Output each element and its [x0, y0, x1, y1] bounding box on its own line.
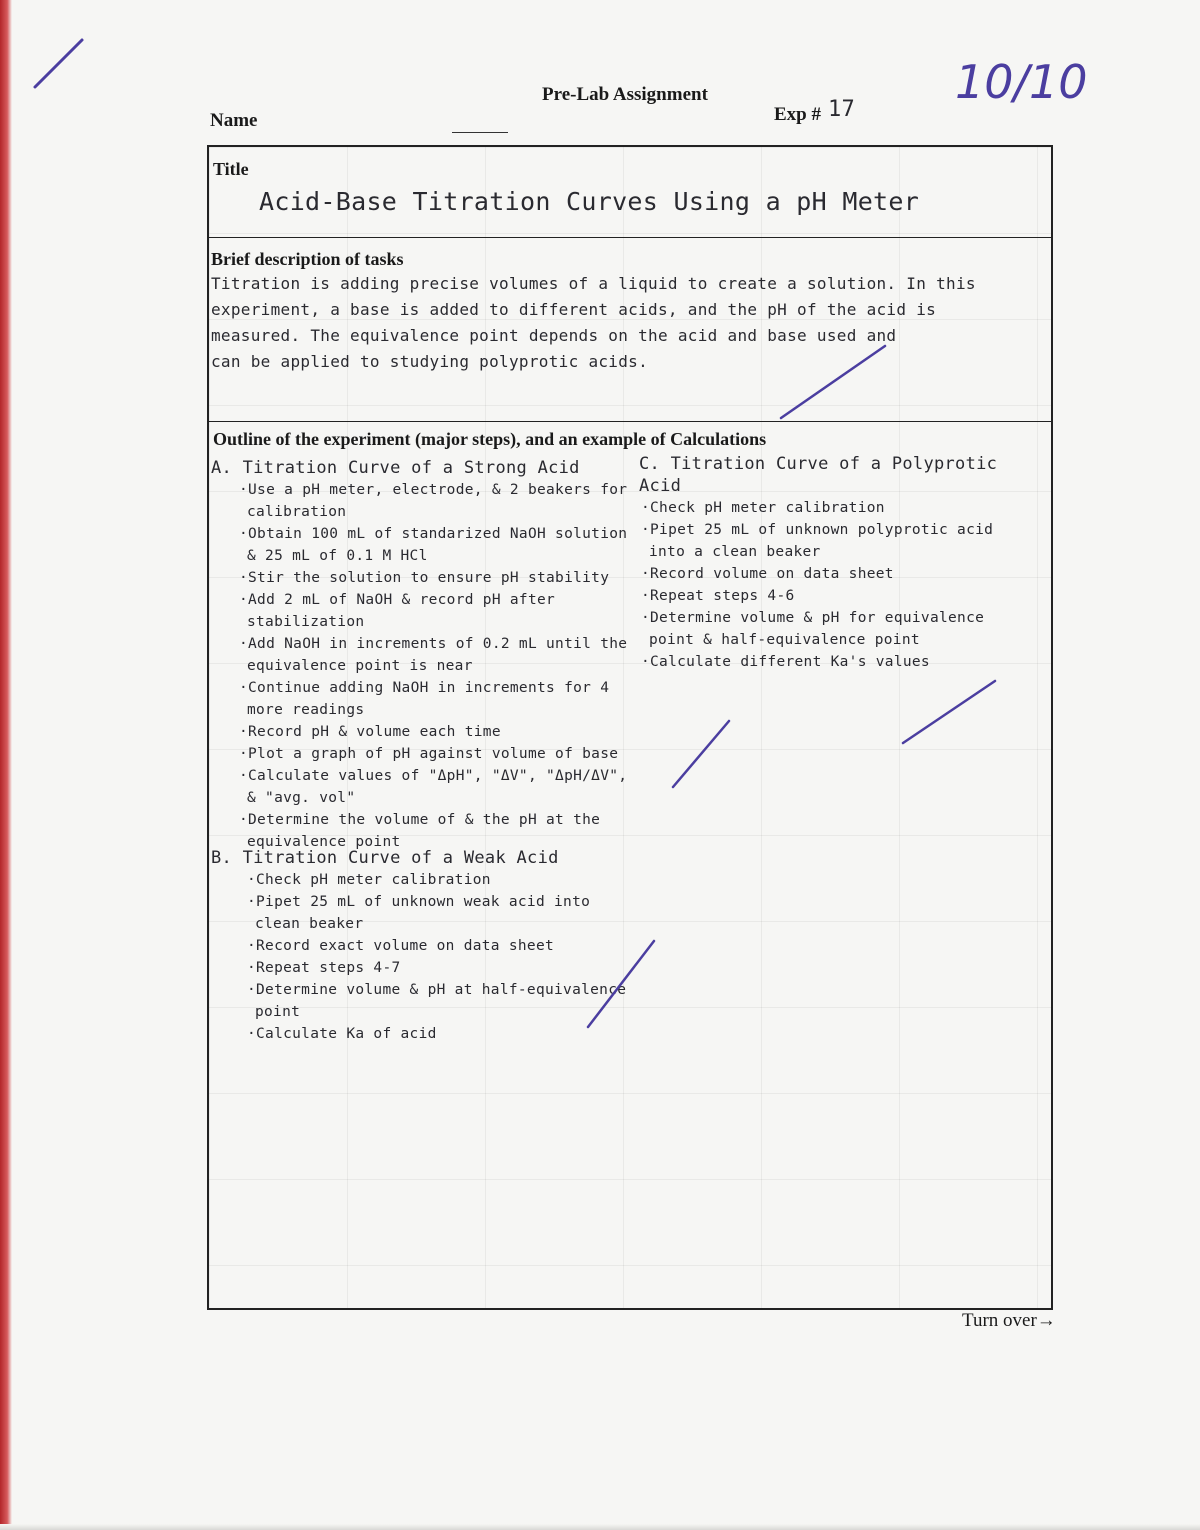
part-b: [211, 847, 631, 1045]
part-c-heading: C. Titration Curve of a Polyprotic Acid: [639, 454, 998, 496]
description-label: Brief description of tasks: [211, 249, 404, 269]
page-edge: [0, 0, 12, 1530]
turn-over-note: Turn over→: [962, 1310, 1056, 1331]
section-divider: [209, 421, 1051, 422]
part-c-step: ·Pipet 25 mL of unknown polyprotic acid into a clean beaker: [641, 522, 994, 560]
section-divider: [209, 237, 1051, 238]
part-a-heading: A. Titration Curve of a Strong Acid: [211, 458, 580, 478]
part-a-step: ·Continue adding NaOH in increments for 4 more readings: [239, 680, 610, 718]
name-label: Name: [210, 110, 258, 131]
description-check-mark: [779, 342, 889, 422]
name-blank-line: [452, 132, 508, 133]
part-a: [211, 457, 631, 853]
title-value: Acid-Base Titration Curves Using a pH Meter: [259, 187, 920, 216]
part-a-step: ·Determine the volume of & the pH at the equivalence point: [239, 812, 601, 850]
assignment-title: Pre-Lab Assignment: [542, 84, 708, 105]
part-b-step: ·Pipet 25 mL of unknown weak acid into clean beaker: [247, 894, 591, 932]
part-a-step: ·Add 2 mL of NaOH & record pH after stabilization: [239, 592, 556, 630]
part-a-step: ·Plot a graph of pH against volume of base: [239, 746, 619, 762]
exp-number: 17: [828, 97, 856, 122]
description-line: can be applied to studying polyprotic acids.: [211, 352, 649, 371]
exp-label: Exp #: [774, 104, 821, 125]
part-b-step: ·Calculate Ka of acid: [247, 1026, 437, 1042]
part-a-step: ·Record pH & volume each time: [239, 724, 501, 740]
part-b-step: ·Check pH meter calibration: [247, 872, 491, 888]
part-a-step: ·Stir the solution to ensure pH stability: [239, 570, 610, 586]
part-c-step: ·Check pH meter calibration: [641, 500, 885, 516]
part-b-step: ·Repeat steps 4-7: [247, 960, 401, 976]
title-label: Title: [213, 159, 249, 179]
corner-check-mark: [30, 35, 90, 95]
part-a-check-mark: [669, 717, 734, 792]
outline-label: Outline of the experiment (major steps), and an example of Calculations: [213, 429, 767, 449]
part-b-step: ·Record exact volume on data sheet: [247, 938, 555, 954]
description-text: [211, 271, 1011, 375]
part-b-heading: B. Titration Curve of a Weak Acid: [211, 848, 559, 868]
description-line: experiment, a base is added to different acids, and the pH of the acid is: [211, 300, 937, 319]
part-c-step: ·Repeat steps 4-6: [641, 588, 795, 604]
part-c-step: ·Calculate different Ka's values: [641, 654, 930, 670]
page-bottom-edge: [0, 1524, 1200, 1530]
grade: 10/10: [955, 55, 1088, 109]
part-a-step: ·Use a pH meter, electrode, & 2 beakers for calibration: [239, 482, 628, 520]
part-c-check-mark: [899, 677, 999, 747]
part-a-step: ·Calculate values of "ΔpH", "ΔV", "ΔpH/ΔV", & "avg. vol": [239, 768, 628, 806]
part-c-step: ·Determine volume & pH for equivalence point & half-equivalence point: [641, 610, 985, 648]
description-line: measured. The equivalence point depends on the acid and base used and: [211, 326, 897, 345]
part-c-step: ·Record volume on data sheet: [641, 566, 894, 582]
part-c: [639, 453, 1034, 673]
part-b-step: ·Determine volume & pH at half-equivalence point: [247, 982, 627, 1020]
assignment-form: [207, 145, 1053, 1310]
part-a-step: ·Add NaOH in increments of 0.2 mL until the equivalence point is near: [239, 636, 628, 674]
part-a-step: ·Obtain 100 mL of standarized NaOH solution & 25 mL of 0.1 M HCl: [239, 526, 628, 564]
description-line: Titration is adding precise volumes of a liquid to create a solution. In this: [211, 274, 976, 293]
part-b-check-mark: [584, 937, 659, 1032]
